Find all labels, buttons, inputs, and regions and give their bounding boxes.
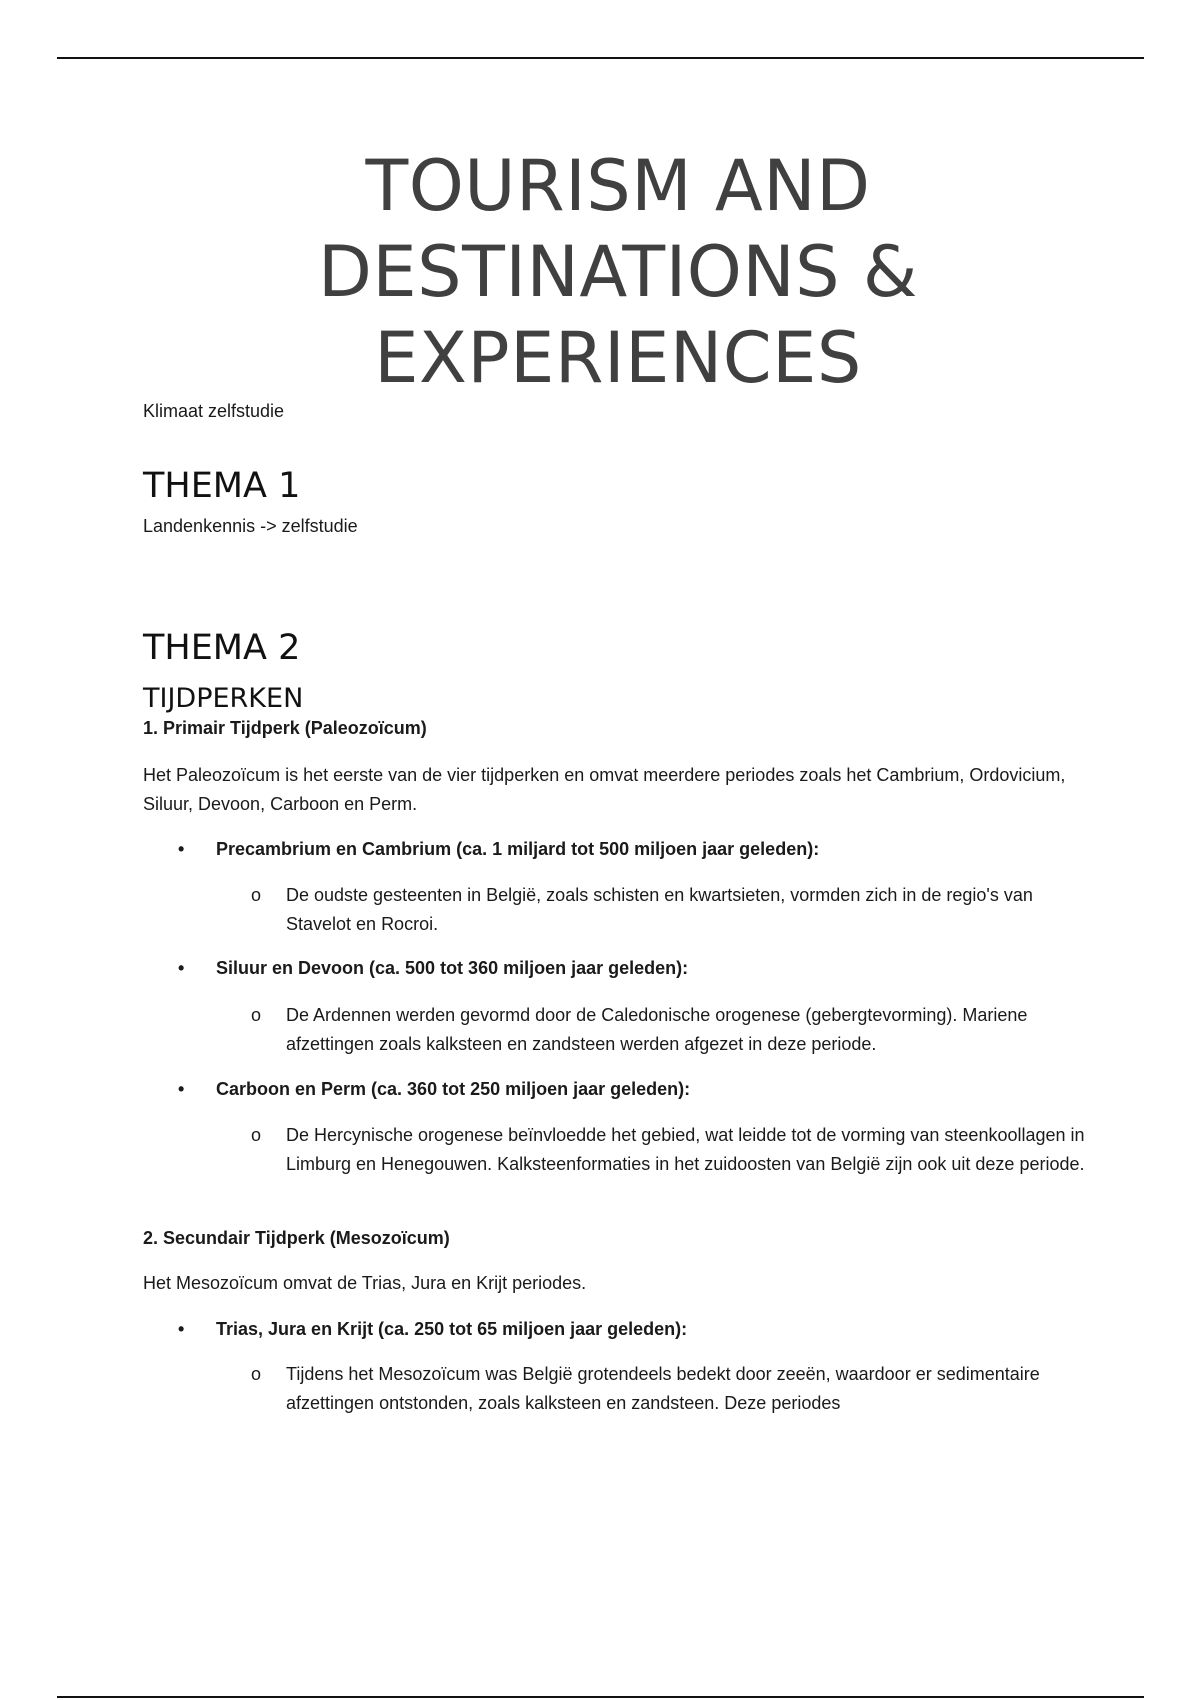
section2-title: 2. Secundair Tijdperk (Mesozoïcum) — [143, 1228, 450, 1248]
footer-rule — [57, 1696, 1144, 1698]
bullet-marker: • — [178, 1319, 185, 1339]
intro-text: Klimaat zelfstudie — [143, 401, 285, 421]
title-line: DESTINATIONS & — [318, 231, 918, 313]
sub-bullet-text: De Ardennen werden gevormd door de Caledonische orogenese (gebergtevorming). Mariene afzettingen zoals kalksteen en zandsteen werden afgezet in deze periode. — [286, 1005, 1028, 1054]
thema1-heading: THEMA 1 — [143, 466, 301, 506]
section2-intro: Het Mesozoïcum omvat de Trias, Jura en Krijt periodes. — [143, 1273, 587, 1293]
sub-bullet-marker: o — [251, 1364, 262, 1384]
bullet-label: Siluur en Devoon (ca. 500 tot 360 miljoen jaar geleden): — [216, 958, 689, 978]
bullet-marker: • — [178, 958, 185, 978]
thema1-text: Landenkennis -> zelfstudie — [143, 516, 358, 536]
thema2-heading: THEMA 2 — [143, 628, 301, 668]
title-line: EXPERIENCES — [374, 317, 862, 399]
title-line: TOURISM AND — [365, 145, 871, 227]
sub-bullet-text: De Hercynische orogenese beïnvloedde het gebied, wat leidde tot de vorming van steenkoollagen in Limburg en Henegouwen. Kalksteenformaties in het zuidoosten van België zijn ook uit deze periode. — [286, 1125, 1085, 1174]
sub-bullet-text: Tijdens het Mesozoïcum was België grotendeels bedekt door zeeën, waardoor er sedimentaire afzettingen ontstonden, zoals kalksteen en zandsteen. Deze periodes — [286, 1364, 1040, 1413]
section1-intro: Het Paleozoïcum is het eerste van de vier tijdperken en omvat meerdere periodes zoals het Cambrium, Ordovicium, Siluur, Devoon, Carboon en Perm. — [143, 765, 1066, 814]
bullet-label: Carboon en Perm (ca. 360 tot 250 miljoen jaar geleden): — [216, 1079, 691, 1099]
bullet-label: Trias, Jura en Krijt (ca. 250 tot 65 miljoen jaar geleden): — [216, 1319, 688, 1339]
sub-bullet-marker: o — [251, 1125, 262, 1145]
section1-title: 1. Primair Tijdperk (Paleozoïcum) — [143, 718, 427, 738]
bullet-marker: • — [178, 839, 185, 859]
header-rule — [57, 57, 1144, 59]
thema2-subheading: TIJDPERKEN — [143, 683, 304, 714]
sub-bullet-marker: o — [251, 1005, 262, 1025]
document-title — [143, 143, 1093, 401]
bullet-label: Precambrium en Cambrium (ca. 1 miljard tot 500 miljoen jaar geleden): — [216, 839, 820, 859]
sub-bullet-text: De oudste gesteenten in België, zoals schisten en kwartsieten, vormden zich in de regio's van Stavelot en Rocroi. — [286, 885, 1033, 934]
sub-bullet-marker: o — [251, 885, 262, 905]
bullet-marker: • — [178, 1079, 185, 1099]
